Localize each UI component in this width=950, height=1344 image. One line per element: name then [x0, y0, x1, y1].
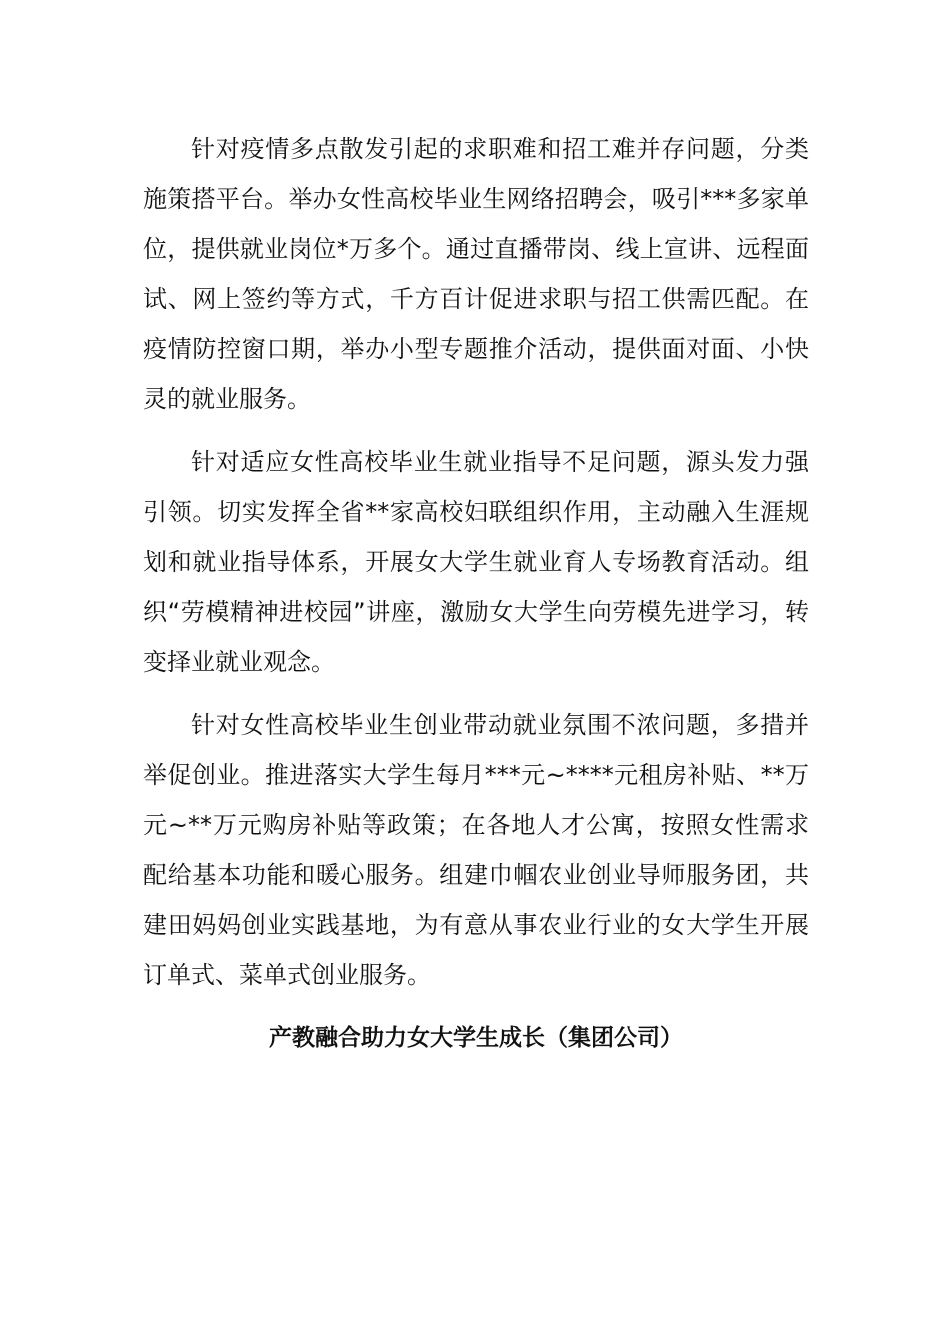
- paragraph-employment-platform: 针对疫情多点散发引起的求职难和招工难并存问题，分类施策搭平台。举办女性高校毕业生网络招聘会，吸引***多家单位，提供就业岗位*万多个。通过直播带岗、线上宣讲、远程面试、网上签约等方式，千方百计促进求职与招工供需匹配。在疫情防控窗口期，举办小型专题推介活动，提供面对面、小快灵的就业服务。: [143, 135, 809, 413]
- paragraph-career-guidance: 针对适应女性高校毕业生就业指导不足问题，源头发力强引领。切实发挥全省**家高校妇联组织作用，主动融入生涯规划和就业指导体系，开展女大学生就业育人专场教育活动。组织“劳模精神进校园”讲座，激励女大学生向劳模先进学习，转变择业就业观念。: [143, 448, 809, 676]
- paragraph-entrepreneurship: 针对女性高校毕业生创业带动就业氛围不浓问题，多措并举促创业。推进落实大学生每月***元~****元租房补贴、**万元~**万元购房补贴等政策；在各地人才公寓，按照女性需求配给基本功能和暖心服务。组建巾帼农业创业导师服务团，共建田妈妈创业实践基地，为有意从事农业行业的女大学生开展订单式、菜单式创业服务。: [143, 711, 809, 989]
- section-heading: 产教融合助力女大学生成长（集团公司）: [269, 1025, 683, 1051]
- document-body: [143, 124, 809, 1063]
